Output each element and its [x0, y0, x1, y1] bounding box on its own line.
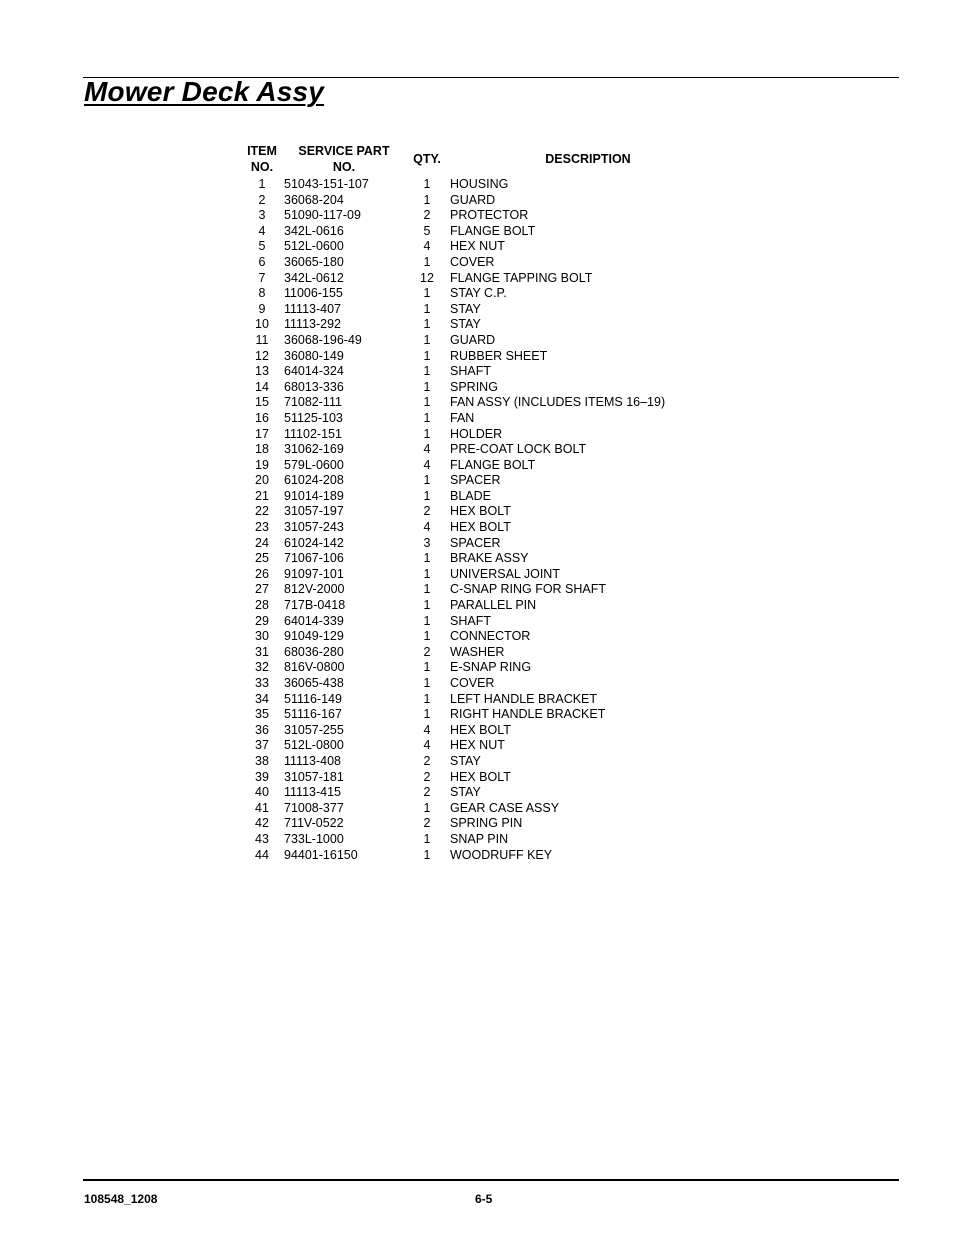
cell-service-part-no: 64014-324: [284, 364, 344, 379]
cell-item-no: 14: [255, 379, 269, 394]
cell-service-part-no: 68013-336: [284, 379, 344, 394]
cell-item-no: 16: [255, 410, 269, 425]
cell-qty: 1: [423, 800, 431, 815]
table-row: [240, 395, 726, 411]
cell-service-part-no: 36068-196-49: [284, 332, 362, 347]
cell-item-no: 5: [258, 239, 266, 254]
cell-service-part-no: 31057-181: [284, 769, 344, 784]
table-row: [240, 816, 726, 832]
cell-qty: 1: [423, 660, 431, 675]
cell-service-part-no: 31062-169: [284, 442, 344, 457]
cell-description: BRAKE ASSY: [450, 551, 529, 566]
footer-doc-number: 108548_1208: [84, 1192, 158, 1206]
bottom-rule: [83, 1179, 899, 1181]
cell-description: SPRING PIN: [450, 816, 523, 831]
cell-service-part-no: 579L-0600: [284, 457, 344, 472]
parts-table-body: [240, 177, 726, 863]
cell-service-part-no: 36068-204: [284, 192, 344, 207]
cell-service-part-no: 36080-149: [284, 348, 344, 363]
header-service-part-no: [284, 143, 404, 177]
cell-description: COVER: [450, 676, 495, 690]
cell-description: E-SNAP RING: [450, 660, 532, 675]
cell-qty: 1: [423, 379, 431, 394]
cell-qty: 1: [423, 551, 431, 566]
cell-description: WOODRUFF KEY: [450, 847, 553, 862]
cell-service-part-no: 717B-0418: [284, 598, 346, 613]
header-part-line1: SERVICE PART: [298, 144, 390, 158]
table-row: [240, 349, 726, 365]
cell-description: SNAP PIN: [450, 831, 509, 846]
cell-qty: 1: [423, 473, 431, 488]
cell-qty: 1: [423, 691, 431, 706]
cell-description: SHAFT: [450, 613, 491, 628]
cell-item-no: 35: [255, 707, 269, 722]
cell-service-part-no: 733L-1000: [284, 831, 344, 846]
table-row: [240, 458, 726, 474]
cell-service-part-no: 512L-0600: [284, 239, 344, 254]
cell-description: HEX BOLT: [450, 722, 511, 737]
cell-service-part-no: 11113-415: [284, 785, 341, 800]
cell-description: STAY: [450, 753, 481, 768]
cell-description: SHAFT: [450, 364, 491, 379]
table-row: [240, 489, 726, 505]
cell-description: GUARD: [450, 332, 496, 347]
cell-item-no: 7: [258, 270, 266, 285]
cell-qty: 2: [423, 644, 431, 659]
cell-item-no: 13: [255, 364, 269, 379]
cell-item-no: 27: [255, 582, 269, 597]
cell-service-part-no: 68036-280: [284, 644, 344, 659]
cell-description: CONNECTOR: [450, 629, 531, 644]
cell-item-no: 26: [255, 566, 269, 581]
cell-service-part-no: 71082-111: [284, 395, 342, 410]
cell-description: RUBBER SHEET: [450, 348, 548, 363]
cell-description: LEFT HANDLE BRACKET: [450, 691, 598, 706]
cell-description: PARALLEL PIN: [450, 598, 537, 613]
cell-description: GUARD: [450, 192, 496, 207]
table-row: [240, 707, 726, 723]
cell-item-no: 20: [255, 473, 269, 488]
cell-item-no: 21: [255, 488, 269, 503]
table-row: [240, 832, 726, 848]
header-description: DESCRIPTION: [545, 152, 631, 166]
cell-item-no: 12: [255, 348, 269, 363]
cell-item-no: 31: [255, 644, 269, 659]
cell-qty: 1: [423, 301, 431, 316]
cell-qty: 2: [423, 785, 431, 800]
cell-qty: 1: [423, 707, 431, 722]
cell-qty: 1: [423, 566, 431, 581]
table-row: [240, 411, 726, 427]
cell-item-no: 32: [255, 660, 269, 675]
cell-service-part-no: 71008-377: [284, 800, 344, 815]
table-row: [240, 193, 726, 209]
table-row: [240, 333, 726, 349]
table-row: [240, 255, 726, 271]
cell-item-no: 42: [255, 816, 269, 831]
cell-service-part-no: 816V-0800: [284, 660, 345, 675]
cell-item-no: 38: [255, 753, 269, 768]
cell-item-no: 9: [258, 301, 266, 316]
cell-item-no: 33: [255, 676, 269, 690]
footer-page-number: 6-5: [475, 1192, 493, 1206]
cell-qty: 1: [423, 395, 431, 410]
cell-qty: 2: [423, 753, 431, 768]
cell-service-part-no: 71067-106: [284, 551, 344, 566]
cell-qty: 4: [423, 722, 431, 737]
cell-service-part-no: 51116-167: [284, 707, 342, 722]
cell-item-no: 30: [255, 629, 269, 644]
cell-description: COVER: [450, 254, 495, 269]
cell-qty: 1: [423, 192, 431, 207]
cell-qty: 2: [423, 208, 431, 223]
cell-item-no: 11: [255, 332, 269, 347]
cell-item-no: 2: [258, 192, 266, 207]
table-row: [240, 692, 726, 708]
table-row: [240, 317, 726, 333]
header-part-line2: NO.: [332, 160, 356, 174]
cell-service-part-no: 36065-438: [284, 676, 344, 690]
cell-qty: 1: [423, 426, 431, 441]
cell-service-part-no: 342L-0616: [284, 223, 344, 238]
cell-item-no: 41: [255, 800, 269, 815]
cell-item-no: 23: [255, 520, 269, 535]
table-row: [240, 520, 726, 536]
cell-qty: 4: [423, 738, 431, 753]
table-row: [240, 504, 726, 520]
cell-service-part-no: 91049-129: [284, 629, 344, 644]
table-row: [240, 723, 726, 739]
cell-service-part-no: 51090-117-09: [284, 208, 361, 223]
cell-service-part-no: 512L-0800: [284, 738, 344, 753]
cell-service-part-no: 36065-180: [284, 254, 344, 269]
cell-service-part-no: 11113-408: [284, 753, 341, 768]
table-row: [240, 427, 726, 443]
cell-description: STAY C.P.: [450, 286, 507, 301]
header-item-line1: ITEM: [247, 144, 277, 158]
cell-item-no: 43: [255, 831, 269, 846]
cell-description: STAY: [450, 317, 481, 332]
cell-item-no: 37: [255, 738, 269, 753]
cell-qty: 1: [423, 582, 431, 597]
cell-item-no: 19: [255, 457, 269, 472]
cell-description: SPACER: [450, 473, 501, 488]
table-row: [240, 239, 726, 255]
cell-service-part-no: 11113-407: [284, 301, 341, 316]
cell-description: HOLDER: [450, 426, 503, 441]
table-row: [240, 848, 726, 864]
table-row: [240, 380, 726, 396]
cell-item-no: 4: [258, 223, 266, 238]
cell-description: C-SNAP RING FOR SHAFT: [450, 582, 607, 597]
cell-qty: 4: [423, 239, 431, 254]
cell-qty: 4: [423, 442, 431, 457]
cell-qty: 2: [423, 816, 431, 831]
cell-service-part-no: 94401-16150: [284, 847, 358, 862]
cell-item-no: 36: [255, 722, 269, 737]
cell-qty: 5: [423, 223, 431, 238]
cell-description: UNIVERSAL JOINT: [450, 566, 560, 581]
cell-qty: 2: [423, 769, 431, 784]
cell-description: HEX BOLT: [450, 504, 511, 519]
cell-item-no: 22: [255, 504, 269, 519]
table-row: [240, 754, 726, 770]
cell-description: GEAR CASE ASSY: [450, 800, 560, 815]
cell-service-part-no: 11113-292: [284, 317, 341, 332]
table-row: [240, 614, 726, 630]
cell-qty: 3: [423, 535, 431, 550]
header-item-no: [240, 143, 284, 177]
header-qty: QTY.: [413, 152, 441, 166]
cell-item-no: 6: [258, 254, 266, 269]
cell-service-part-no: 342L-0612: [284, 270, 344, 285]
cell-service-part-no: 51043-151-107: [284, 177, 369, 191]
cell-item-no: 3: [258, 208, 266, 223]
table-row: [240, 676, 726, 692]
cell-item-no: 18: [255, 442, 269, 457]
cell-description: PROTECTOR: [450, 208, 529, 223]
cell-service-part-no: 11102-151: [284, 426, 342, 441]
cell-item-no: 24: [255, 535, 269, 550]
cell-service-part-no: 812V-2000: [284, 582, 345, 597]
table-row: [240, 286, 726, 302]
cell-item-no: 40: [255, 785, 269, 800]
cell-description: FAN: [450, 410, 475, 425]
cell-qty: 2: [423, 504, 431, 519]
cell-qty: 1: [423, 177, 431, 191]
table-row: [240, 629, 726, 645]
cell-item-no: 44: [255, 847, 269, 862]
cell-qty: 1: [423, 629, 431, 644]
cell-qty: 4: [423, 520, 431, 535]
cell-service-part-no: 61024-208: [284, 473, 344, 488]
cell-qty: 1: [423, 847, 431, 862]
cell-service-part-no: 91014-189: [284, 488, 344, 503]
cell-item-no: 8: [258, 286, 266, 301]
cell-item-no: 39: [255, 769, 269, 784]
cell-description: HEX NUT: [450, 239, 505, 254]
table-row: [240, 224, 726, 240]
cell-service-part-no: 711V-0522: [284, 816, 344, 831]
cell-service-part-no: 11006-155: [284, 286, 343, 301]
table-row: [240, 271, 726, 287]
cell-item-no: 25: [255, 551, 269, 566]
cell-qty: 1: [423, 364, 431, 379]
cell-qty: 12: [420, 270, 434, 285]
cell-qty: 4: [423, 457, 431, 472]
cell-description: HOUSING: [450, 177, 509, 191]
table-row: [240, 364, 726, 380]
table-header-row: [240, 143, 726, 177]
cell-description: FAN ASSY (INCLUDES ITEMS 16–19): [450, 395, 666, 410]
cell-item-no: 34: [255, 691, 269, 706]
parts-table: [240, 143, 726, 863]
cell-qty: 1: [423, 317, 431, 332]
cell-qty: 1: [423, 286, 431, 301]
table-row: [240, 208, 726, 224]
cell-description: FLANGE BOLT: [450, 457, 536, 472]
header-item-line2: NO.: [250, 160, 274, 174]
table-row: [240, 473, 726, 489]
cell-description: STAY: [450, 785, 481, 800]
cell-service-part-no: 31057-243: [284, 520, 344, 535]
cell-description: HEX BOLT: [450, 769, 511, 784]
cell-description: SPACER: [450, 535, 501, 550]
cell-qty: 1: [423, 332, 431, 347]
cell-description: RIGHT HANDLE BRACKET: [450, 707, 606, 722]
cell-description: PRE-COAT LOCK BOLT: [450, 442, 587, 457]
cell-qty: 1: [423, 410, 431, 425]
cell-service-part-no: 31057-255: [284, 722, 344, 737]
cell-description: WASHER: [450, 644, 505, 659]
page-title: Mower Deck Assy: [84, 76, 325, 107]
cell-item-no: 28: [255, 598, 269, 613]
cell-item-no: 29: [255, 613, 269, 628]
cell-service-part-no: 51125-103: [284, 410, 343, 425]
cell-description: BLADE: [450, 488, 491, 503]
cell-description: STAY: [450, 301, 481, 316]
cell-qty: 1: [423, 613, 431, 628]
table-row: [240, 177, 726, 193]
table-row: [240, 567, 726, 583]
table-row: [240, 645, 726, 661]
table-row: [240, 598, 726, 614]
cell-description: HEX BOLT: [450, 520, 511, 535]
cell-qty: 1: [423, 831, 431, 846]
cell-item-no: 17: [255, 426, 269, 441]
cell-item-no: 1: [258, 177, 266, 191]
cell-description: FLANGE BOLT: [450, 223, 536, 238]
cell-service-part-no: 64014-339: [284, 613, 344, 628]
table-row: [240, 770, 726, 786]
table-row: [240, 660, 726, 676]
cell-qty: 1: [423, 254, 431, 269]
table-row: [240, 582, 726, 598]
table-row: [240, 738, 726, 754]
cell-service-part-no: 51116-149: [284, 691, 342, 706]
cell-description: SPRING: [450, 379, 498, 394]
table-row: [240, 536, 726, 552]
cell-item-no: 15: [255, 395, 269, 410]
cell-service-part-no: 61024-142: [284, 535, 344, 550]
cell-qty: 1: [423, 348, 431, 363]
table-row: [240, 551, 726, 567]
cell-service-part-no: 91097-101: [284, 566, 344, 581]
table-row: [240, 442, 726, 458]
cell-description: HEX NUT: [450, 738, 505, 753]
table-row: [240, 302, 726, 318]
cell-service-part-no: 31057-197: [284, 504, 344, 519]
cell-qty: 1: [423, 676, 431, 690]
cell-description: FLANGE TAPPING BOLT: [450, 270, 593, 285]
cell-qty: 1: [423, 598, 431, 613]
cell-qty: 1: [423, 488, 431, 503]
table-row: [240, 801, 726, 817]
table-row: [240, 785, 726, 801]
cell-item-no: 10: [255, 317, 269, 332]
